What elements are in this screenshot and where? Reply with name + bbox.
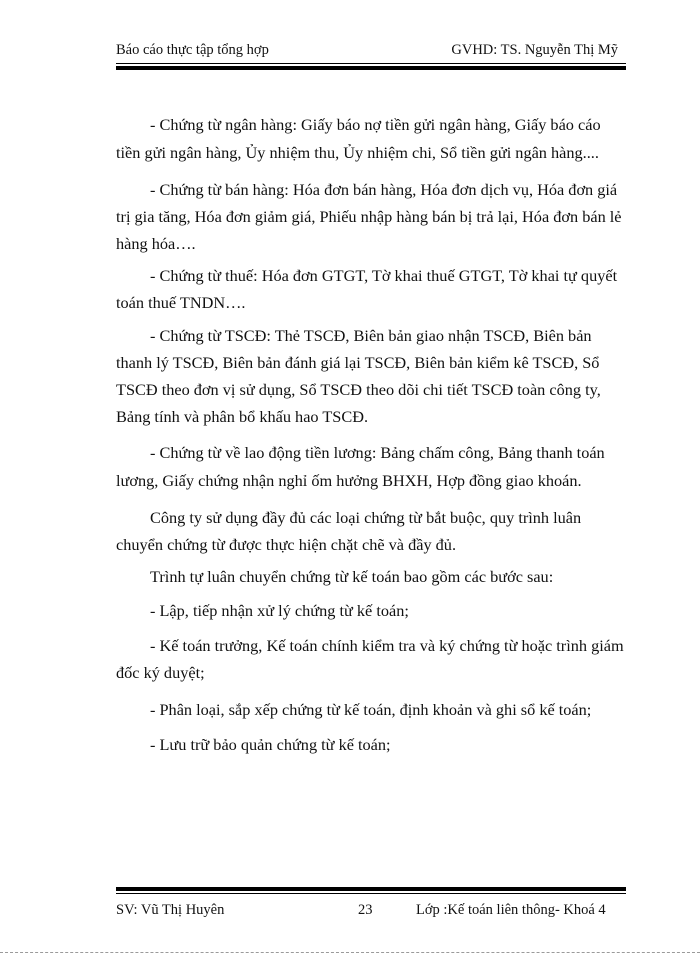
body-line: - Kế toán trưởng, Kế toán chính kiểm tra và ký chứng từ hoặc trình giám (150, 636, 624, 655)
body-line: - Lưu trữ bảo quản chứng từ kế toán; (150, 735, 391, 754)
body-line: - Chứng từ bán hàng: Hóa đơn bán hàng, Hóa đơn dịch vụ, Hóa đơn giá (150, 180, 618, 199)
body-line: Bảng tính và phân bổ khấu hao TSCĐ. (116, 407, 369, 426)
body-line: chuyển chứng từ được thực hiện chặt chẽ và đầy đủ. (116, 535, 457, 554)
body-line: TSCĐ theo đơn vị sử dụng, Sổ TSCĐ theo dõi chi tiết TSCĐ toàn công ty, (116, 380, 601, 399)
body-line: toán thuế TNDN…. (116, 293, 246, 312)
page-footer (116, 902, 616, 920)
footer-student: SV: Vũ Thị Huyên (116, 902, 225, 918)
footer-page-number: 23 (358, 902, 373, 918)
footer-rule (116, 887, 626, 894)
header-report-title: Báo cáo thực tập tổng hợp (116, 42, 269, 58)
body-line: Trình tự luân chuyển chứng từ kế toán bao gồm các bước sau: (150, 567, 554, 586)
body-line: trị gia tăng, Hóa đơn giảm giá, Phiếu nhập hàng bán bị trả lại, Hóa đơn bán lẻ (116, 207, 622, 226)
body-line: - Phân loại, sắp xếp chứng từ kế toán, định khoản và ghi sổ kế toán; (150, 700, 592, 719)
body-line: - Chứng từ về lao động tiền lương: Bảng chấm công, Bảng thanh toán (150, 443, 605, 462)
page-header (116, 42, 618, 60)
body-line: - Chứng từ thuế: Hóa đơn GTGT, Tờ khai thuế GTGT, Tờ khai tự quyết (150, 266, 618, 285)
footer-class: Lớp :Kế toán liên thông- Khoá 4 (416, 902, 606, 918)
header-supervisor: GVHD: TS. Nguyễn Thị Mỹ (451, 42, 618, 58)
body-line: - Chứng từ ngân hàng: Giấy báo nợ tiền gửi ngân hàng, Giấy báo cáo (150, 115, 601, 134)
body-line: - Chứng từ TSCĐ: Thẻ TSCĐ, Biên bản giao nhận TSCĐ, Biên bản (150, 326, 592, 345)
body-line: lương, Giấy chứng nhận nghỉ ốm hưởng BHXH, Hợp đồng giao khoán. (116, 471, 582, 490)
body-line: tiền gửi ngân hàng, Ủy nhiệm thu, Ủy nhiệm chi, Sổ tiền gửi ngân hàng.... (116, 143, 599, 162)
body-line: đốc ký duyệt; (116, 663, 205, 682)
body-line: thanh lý TSCĐ, Biên bản đánh giá lại TSCĐ, Biên bản kiểm kê TSCĐ, Sổ (116, 353, 600, 372)
body-line: Công ty sử dụng đầy đủ các loại chứng từ bắt buộc, quy trình luân (150, 508, 582, 527)
header-rule (116, 63, 626, 70)
page-break-line (0, 952, 700, 953)
body-line: - Lập, tiếp nhận xử lý chứng từ kế toán; (150, 601, 409, 620)
body-line: hàng hóa…. (116, 234, 196, 253)
